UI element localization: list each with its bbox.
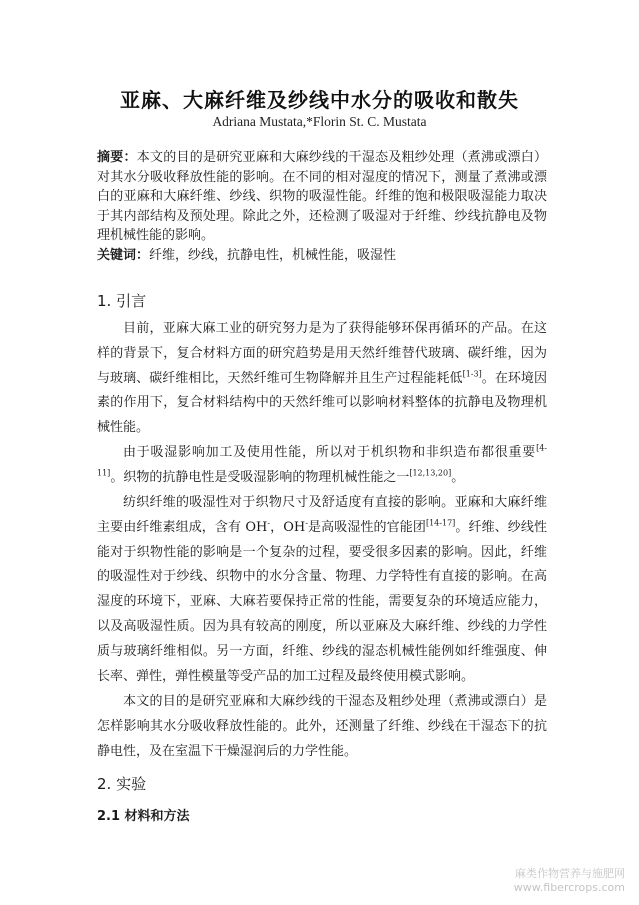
authors: Adriana Mustata,*Florin St. C. Mustata: [212, 114, 427, 129]
intro-p2-text-c: 。: [451, 469, 465, 485]
site-watermark: [514, 867, 625, 895]
section-heading-experiment: 2. 实验: [97, 775, 147, 793]
intro-p3-text-c: 是高吸湿性的官能团: [307, 519, 426, 535]
abstract-label: 摘要：: [97, 150, 137, 165]
citation: [1-3]: [462, 369, 482, 379]
keywords-text: 纤维，纱线，抗静电性，机械性能，吸湿性: [149, 248, 397, 263]
watermark-line-2: www.fibercrops.com: [513, 881, 625, 894]
superscript-minus: -: [267, 518, 271, 528]
keywords: [97, 246, 547, 266]
intro-paragraph-2: [97, 441, 547, 491]
abstract-text: 本文的目的是研究亚麻和大麻纱线的干湿态及粗纱处理（煮沸或漂白）对其水分吸收释放性能的影响。在不同的相对湿度的情况下，测量了煮沸或漂白的亚麻和大麻纤维、纱线、织物的吸湿性能。纤维的饱和极限吸湿能力取决于其内部结构及预处理。除此之外，还检测了吸湿对于纤维、纱线抗静电及物理机械性能的影响。: [97, 150, 547, 244]
keywords-label: 关键词：: [97, 248, 150, 263]
intro-p2-text-b: 。织物的抗静电性是受吸湿影响的物理机械性能之一: [110, 469, 410, 485]
intro-p1-text-b: 。在环境因素的作用下，复合材料结构中的天然纤维可以影响材料整体的抗静电及物理机械性能。: [97, 370, 547, 436]
section-heading-introduction: 1. 引言: [97, 292, 147, 310]
intro-paragraph-4: 本文的目的是研究亚麻和大麻纱线的干湿态及粗纱处理（煮沸或漂白）是怎样影响其水分吸收释放性能的。此外，还测量了纤维、纱线在干湿态下的抗静电性，及在室温下干燥湿润后的力学性能。: [97, 694, 547, 759]
subsection-heading-materials: 2.1 材料和方法: [97, 809, 190, 824]
watermark-line-1: 麻类作物营养与施肥网: [515, 867, 625, 880]
citation: [12,13,20]: [409, 468, 452, 478]
citation: [4-11]: [97, 443, 547, 478]
superscript-minus: -: [305, 518, 308, 528]
intro-p3-text-a: 纺织纤维的吸湿性对于织物尺寸及舒适度有直接的影响。亚麻和大麻纤维主要由纤维素组成，含有 OH: [97, 495, 547, 535]
intro-paragraph-3: [97, 491, 547, 689]
intro-p1-text-a: 目前，亚麻大麻工业的研究努力是为了获得能够环保再循环的产品。在这样的背景下，复合材料方面的研究趋势是用天然纤维替代玻璃、碳纤维，因为与玻璃、碳纤维相比，天然纤维可生物降解并且生产过程能耗低: [97, 321, 547, 386]
intro-p3-text-b: ，OH: [270, 519, 306, 535]
intro-paragraph-1: [97, 317, 547, 441]
intro-p2-text-a: 由于吸湿影响加工及使用性能，所以对于机织物和非织造布都很重要: [123, 445, 537, 460]
paper-title: 亚麻、大麻纤维及纱线中水分的吸收和散失: [120, 88, 519, 112]
citation: [14-17]: [425, 518, 456, 528]
intro-p3-text-d: 。纤维、纱线性能对于织物性能的影响是一个复杂的过程，要受很多因素的影响。因此，纤维的吸湿性对于纱线、织物中的水分含量、物理、力学特性有直接的影响。在高湿度的环境下，亚麻、大麻若要保持正常的性能，需要复杂的环境适应能力，以及高吸湿性质。因为具有较高的刚度，所以亚麻及大麻纤维、纱线的力学性质与玻璃纤维相似。另一方面，纤维、纱线的湿态机械性能例如纤维强度、伸长率、弹性，弹性模量等受产品的加工过程及最终使用模式影响。: [97, 519, 547, 684]
abstract: [97, 148, 547, 246]
